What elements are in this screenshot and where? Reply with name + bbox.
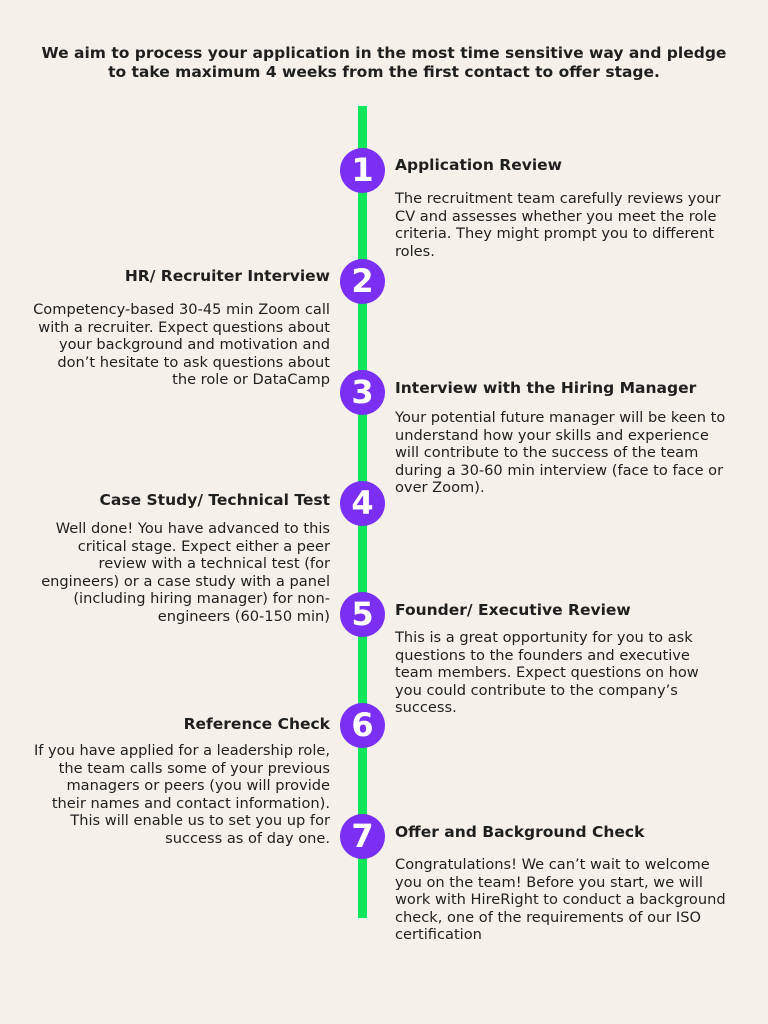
step-7-title: Offer and Background Check bbox=[395, 823, 645, 841]
step-5-badge: 5 bbox=[340, 592, 385, 637]
step-7-description: Congratulations! We can’t wait to welcome you on the team! Before you start, we will work with HireRight to conduct a background check, one of the requirements of our ISO certification bbox=[395, 856, 726, 944]
step-5-title: Founder/ Executive Review bbox=[395, 601, 631, 619]
step-5-description: This is a great opportunity for you to ask questions to the founders and executive team members. Expect questions on how you could contribute to the company’s success. bbox=[395, 629, 699, 717]
step-6-title: Reference Check bbox=[183, 715, 330, 733]
step-7-badge: 7 bbox=[340, 814, 385, 859]
step-2-description: Competency-based 30-45 min Zoom call with a recruiter. Expect questions about your background and motivation and don’t hesitate to ask questions about the role or DataCamp bbox=[33, 301, 330, 389]
step-2-title: HR/ Recruiter Interview bbox=[124, 267, 330, 285]
step-1-badge: 1 bbox=[340, 148, 385, 193]
step-6-badge: 6 bbox=[340, 703, 385, 748]
step-4-badge: 4 bbox=[340, 481, 385, 526]
step-3-title: Interview with the Hiring Manager bbox=[395, 379, 697, 397]
step-4-description: Well done! You have advanced to this critical stage. Expect either a peer review with a technical test (for engineers) or a case study with a panel (including hiring manager) for non-engineers (60-150 min) bbox=[41, 520, 330, 625]
step-3-description: Your potential future manager will be keen to understand how your skills and experience will contribute to the success of the team during a 30-60 min interview (face to face or over Zoom). bbox=[395, 409, 726, 497]
intro-text: We aim to process your application in the most time sensitive way and pledge to take maximum 4 weeks from the first contact to offer stage. bbox=[41, 44, 727, 81]
step-3-badge: 3 bbox=[340, 370, 385, 415]
step-2-badge: 2 bbox=[340, 259, 385, 304]
step-1-description: The recruitment team carefully reviews your CV and assesses whether you meet the role criteria. They might prompt you to different roles. bbox=[395, 190, 721, 260]
step-6-description: If you have applied for a leadership role, the team calls some of your previous managers or peers (you will provide their names and contact information). This will enable us to set you up for success as of day one. bbox=[33, 742, 330, 847]
step-4-title: Case Study/ Technical Test bbox=[99, 491, 330, 509]
step-1-title: Application Review bbox=[395, 156, 562, 174]
